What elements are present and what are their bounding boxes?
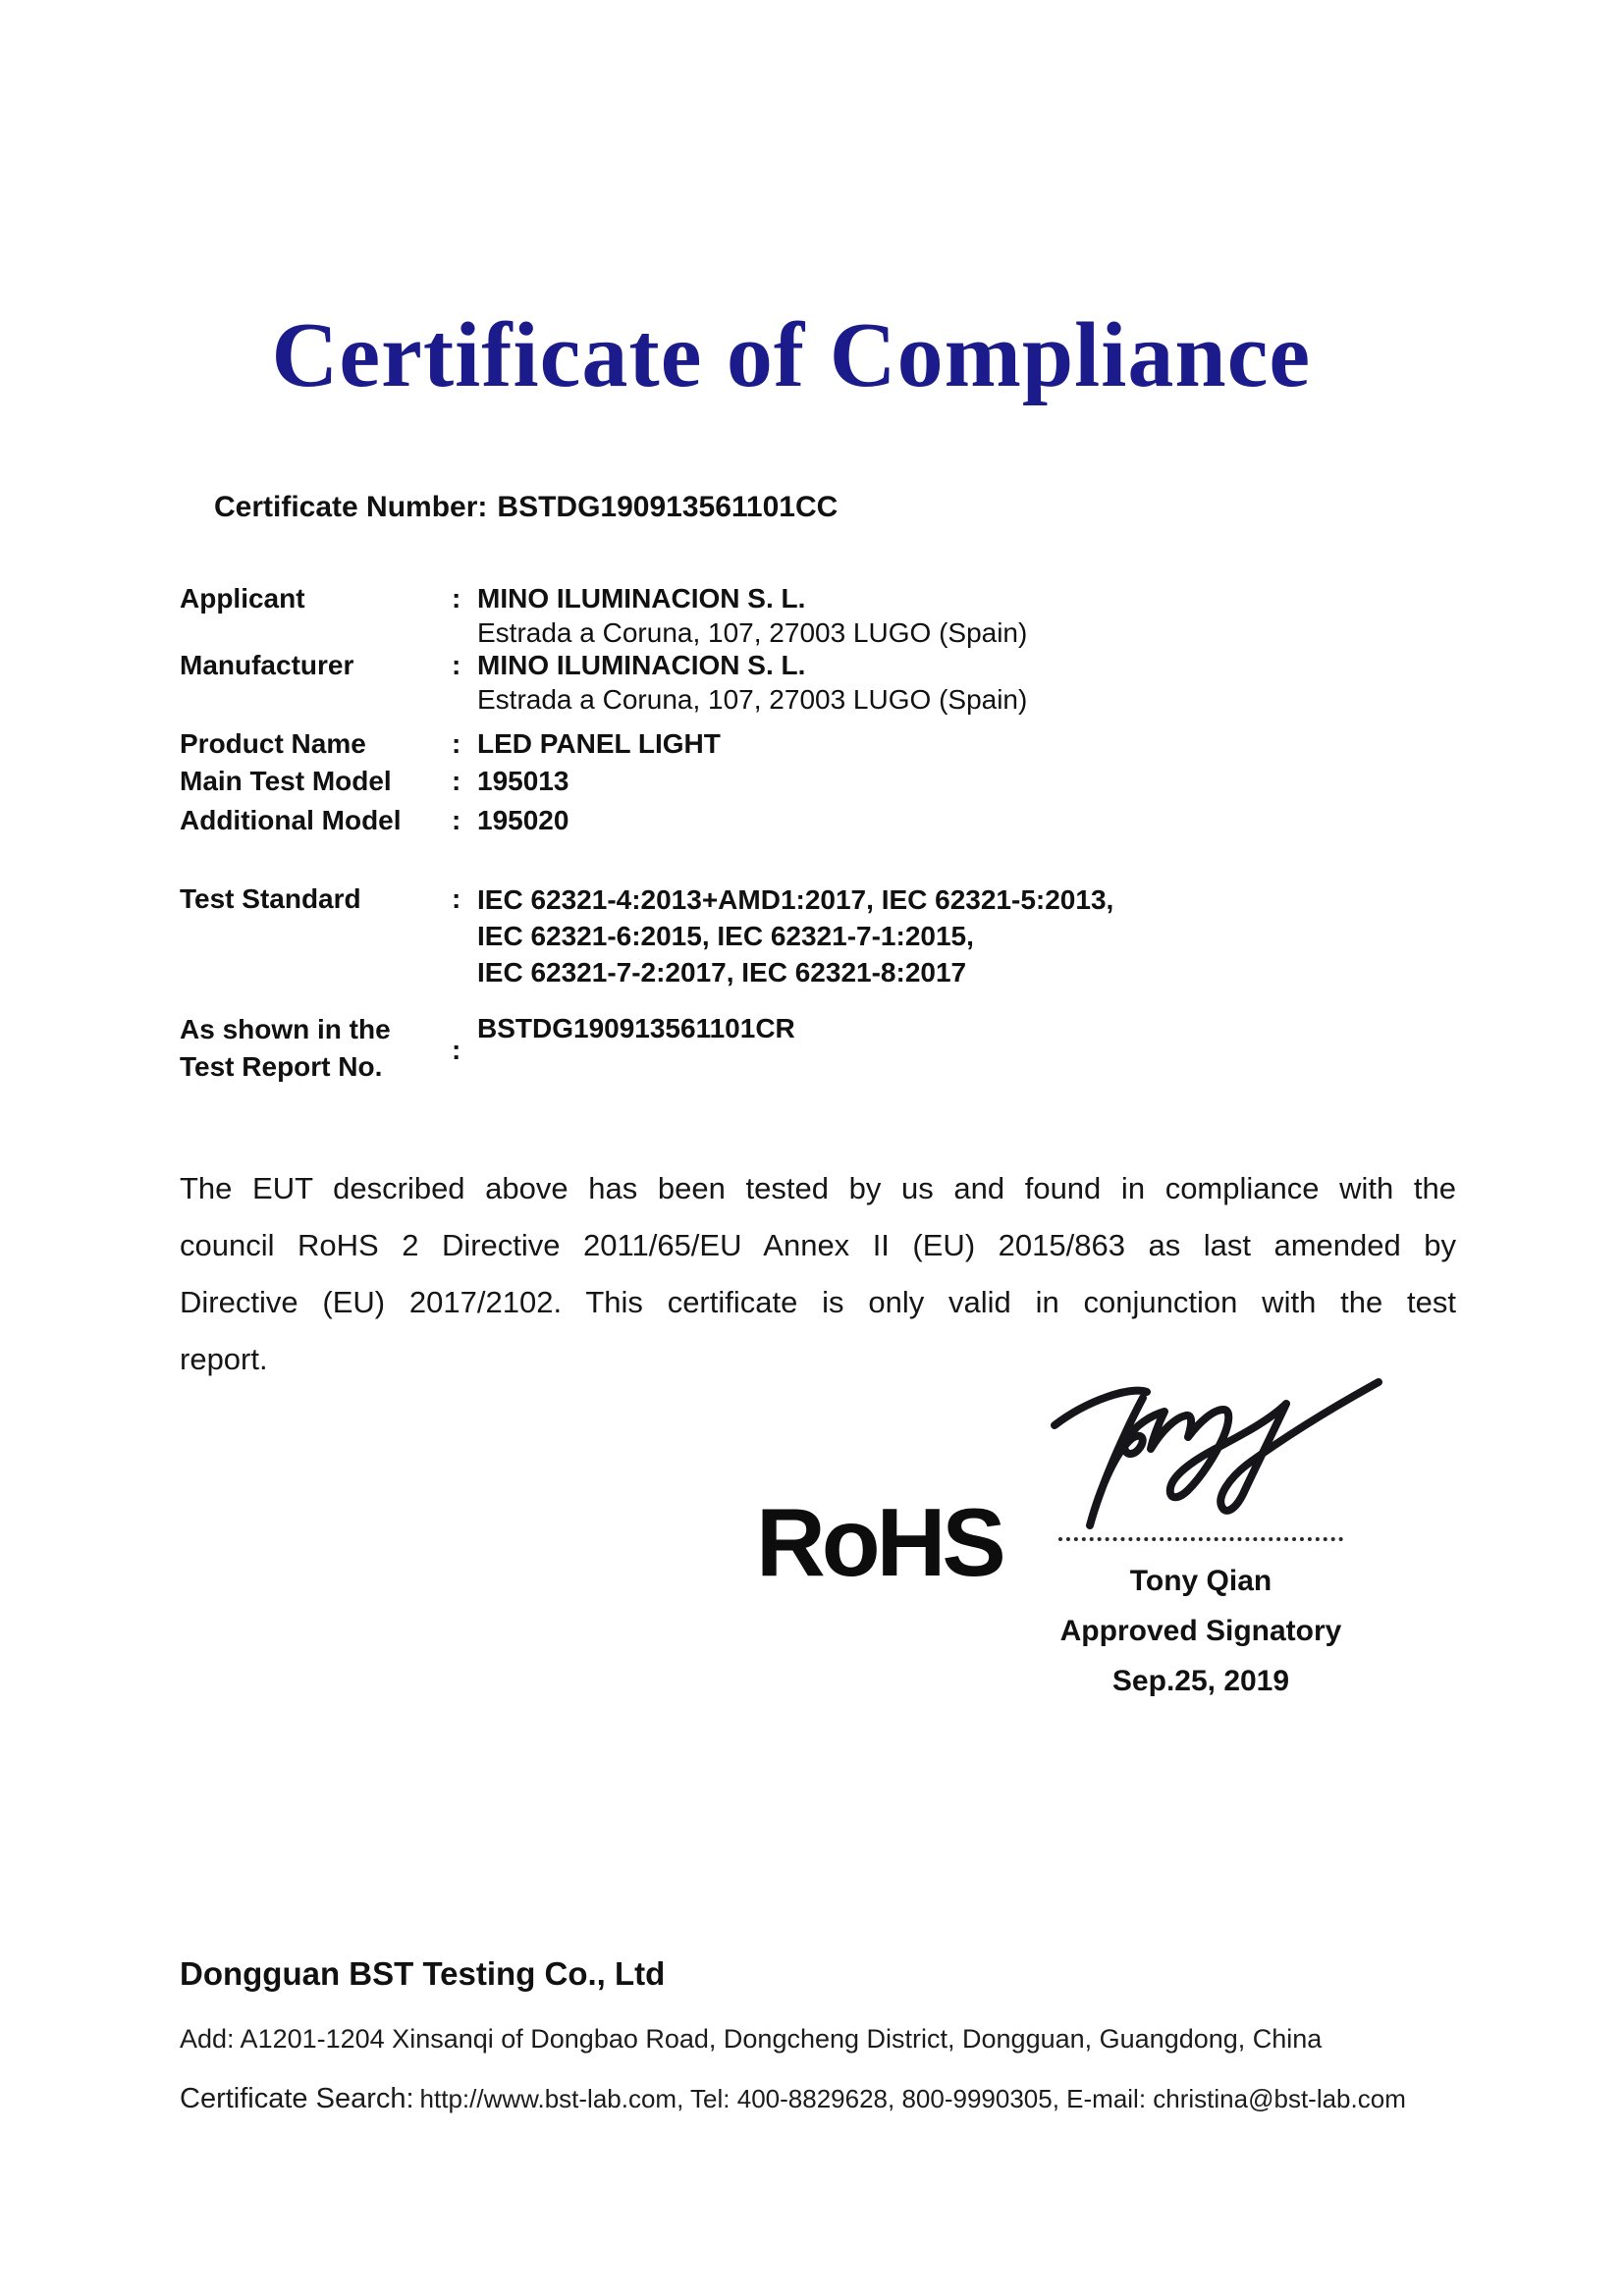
field-row-product-name [180,726,1486,761]
product-name-value: LED PANEL LIGHT [477,728,721,759]
test-report-label [180,1011,452,1086]
manufacturer-name: MINO ILUMINACION S. L. [477,650,806,680]
lab-company-name: Dongguan BST Testing Co., Ltd [180,1955,666,1992]
manufacturer-address: Estrada a Coruna, 107, 27003 LUGO (Spain) [477,684,1028,715]
product-name-colon: : [452,728,461,759]
product-name-label: Product Name [180,728,366,759]
applicant-colon: : [452,583,461,614]
certificate-search-label: Certificate Search: [180,2083,414,2114]
footer [180,1955,1486,2115]
test-standard-line-3: IEC 62321-7-2:2017, IEC 62321-8:2017 [477,957,967,988]
test-report-colon: : [452,1035,461,1065]
additional-model-colon: : [452,805,461,835]
certificate-number-value: BSTDG190913561101CC [497,491,839,523]
signatory-block [1004,1565,1397,1715]
field-row-main-test-model [180,764,1486,798]
manufacturer-colon: : [452,650,461,680]
signature-line [1058,1520,1343,1541]
manufacturer-label: Manufacturer [180,650,354,680]
field-row-additional-model [180,803,1486,837]
test-standard-colon: : [452,883,461,914]
lab-address: Add: A1201-1204 Xinsanqi of Dongbao Road, Dongcheng District, Dongguan, Guangdong, China [180,2024,1323,2054]
signatory-name: Tony Qian [1129,1565,1272,1597]
signatory-title: Approved Signatory [1059,1615,1342,1647]
additional-model-label: Additional Model [180,805,402,835]
additional-model-value: 195020 [477,805,569,835]
certificate-number-line [214,491,838,524]
main-test-model-label: Main Test Model [180,766,392,796]
rohs-logo: RoHS [756,1488,1002,1596]
field-row-manufacturer [180,648,1486,717]
applicant-label: Applicant [180,583,305,614]
field-row-test-report [180,1011,1486,1086]
test-standard-value [477,881,1113,990]
applicant-name: MINO ILUMINACION S. L. [477,583,806,614]
statement-line-2: council RoHS 2 Directive 2011/65/EU Annex II (EU) 2015/863 as last amended by [180,1228,1456,1262]
compliance-statement [180,1160,1456,1388]
certificate-search-value: http://www.bst-lab.com, Tel: 400-8829628, 800-9990305, E-mail: christina@bst-lab.com [419,2084,1406,2113]
test-report-label-line-2: Test Report No. [180,1051,383,1082]
signature-image [1036,1366,1399,1543]
test-report-label-line-1: As shown in the [180,1014,391,1044]
test-standard-line-2: IEC 62321-6:2015, IEC 62321-7-1:2015, [477,921,974,951]
page-title: Certificate of Compliance [271,304,1312,406]
field-row-applicant [180,581,1486,650]
applicant-address: Estrada a Coruna, 107, 27003 LUGO (Spain) [477,617,1028,648]
applicant-value [477,581,1027,650]
certificate-search-line [180,2083,1486,2115]
statement-line-3: Directive (EU) 2017/2102. This certificate is only valid in conjunction with the test [180,1285,1456,1319]
manufacturer-value [477,648,1027,717]
test-report-value: BSTDG190913561101CR [477,1013,795,1043]
test-standard-line-1: IEC 62321-4:2013+AMD1:2017, IEC 62321-5:2013, [477,884,1114,915]
main-test-model-value: 195013 [477,766,569,796]
field-row-test-standard [180,881,1486,990]
statement-line-4: report. [180,1342,268,1376]
certificate-number-label: Certificate Number: [214,491,488,523]
signature-date: Sep.25, 2019 [1111,1665,1290,1697]
test-standard-label: Test Standard [180,883,361,914]
statement-line-1: The EUT described above has been tested by us and found in compliance with the [180,1171,1456,1205]
main-test-model-colon: : [452,766,461,796]
